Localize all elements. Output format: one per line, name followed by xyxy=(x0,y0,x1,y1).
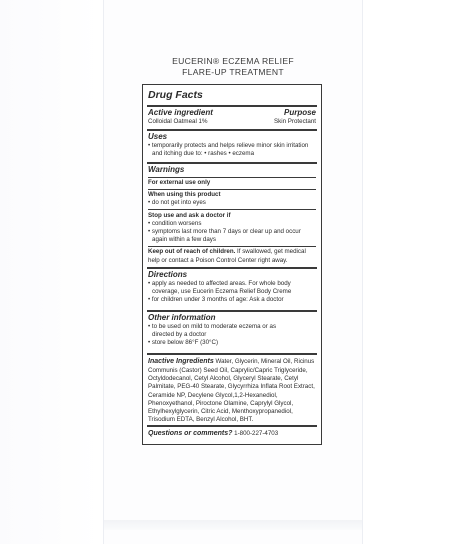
keep-out-rest-1: If swallowed, get medical xyxy=(235,248,306,256)
divider xyxy=(147,310,317,312)
keep-out-text xyxy=(148,248,316,256)
brand-line-1: EUCERIN® ECZEMA RELIEF xyxy=(172,56,294,66)
carton-fold xyxy=(104,520,362,530)
inactive-line-7: Ethylhexylglycerin, Citric Acid, Menthoxypropanediol, xyxy=(148,408,293,416)
directions-section xyxy=(148,270,316,305)
other-info-item-2: • store below 86°F (30°C) xyxy=(148,339,219,347)
divider xyxy=(147,105,317,107)
divider xyxy=(147,162,317,164)
inactive-line-6: Phenoxyethanol, Piroctone Olamine, Caprylyl Glycol, xyxy=(148,399,294,407)
directions-item-1: • apply as needed to affected areas. For whole body xyxy=(148,280,291,287)
uses-section xyxy=(148,132,316,158)
drug-facts-panel xyxy=(142,84,322,445)
directions-heading: Directions xyxy=(148,270,188,279)
brand-header xyxy=(104,56,362,78)
purpose-value: Skin Protectant xyxy=(274,118,316,125)
active-ingredient-value: Colloidal Oatmeal 1% xyxy=(148,118,208,125)
stop-use-heading: Stop use and ask a doctor if xyxy=(148,211,231,219)
divider xyxy=(147,129,317,131)
active-ingredient-section xyxy=(148,108,316,126)
inactive-line-4: Palmitate, PEG-40 Stearate, Glycyrrhiza Inflata Root Extract, xyxy=(148,383,315,391)
divider xyxy=(147,267,317,269)
keep-out-bold: Keep out of reach of children. xyxy=(148,248,236,256)
warnings-section xyxy=(148,165,316,265)
when-using-item: • do not get into eyes xyxy=(148,199,206,207)
divider xyxy=(147,425,317,427)
active-ingredient-heading: Active ingredient xyxy=(148,108,213,117)
inactive-line-3: Octyldodecanol, Cetyl Alcohol, Glyceryl Stearate, Cetyl xyxy=(148,375,299,383)
uses-text-1: • temporarily protects and helps relieve minor skin irritation xyxy=(148,142,309,149)
other-info-section xyxy=(148,313,316,348)
directions-item-1-cont: coverage, use Eucerin Eczema Relief Body Creme xyxy=(152,288,292,296)
uses-heading: Uses xyxy=(148,132,168,141)
inactive-line-1: Water, Glycerin, Mineral Oil, Ricinus xyxy=(213,358,315,365)
questions-heading: Questions or comments? xyxy=(148,430,233,437)
keep-out-rest-2: help or contact a Poison Control Center right away. xyxy=(148,256,288,264)
background xyxy=(0,0,100,544)
other-info-item-1-cont: directed by a doctor xyxy=(152,331,207,339)
when-using-heading: When using this product xyxy=(148,191,221,199)
questions-phone: 1-800-227-4703 xyxy=(232,430,279,437)
warnings-heading: Warnings xyxy=(148,165,185,174)
inactive-ingredients-section xyxy=(148,357,316,424)
stop-use-item-2: • symptoms last more than 7 days or clear up and occur xyxy=(148,228,301,236)
directions-item-2: • for children under 3 months of age: Ask a doctor xyxy=(148,296,284,304)
purpose-heading: Purpose xyxy=(283,108,316,117)
inactive-line-2: Communis (Castor) Seed Oil, Caprylic/Capric Triglyceride, xyxy=(148,367,308,374)
other-info-item-1: • to be used on mild to moderate eczema or as xyxy=(148,323,277,330)
inactive-ingredients-heading: Inactive Ingredients xyxy=(148,358,214,365)
inactive-line-8: Trisodium EDTA, Benzyl Alcohol, BHT. xyxy=(148,416,254,424)
inactive-line-5: Ceramide NP, Decylene Glycol,1,2-Hexanediol, xyxy=(148,391,278,399)
drug-facts-title: Drug Facts xyxy=(148,89,203,101)
uses-text-2: and itching due to: • rashes • eczema xyxy=(152,150,255,158)
other-info-heading: Other information xyxy=(148,313,216,322)
external-use-text: For external use only xyxy=(148,179,211,186)
brand-line-2: FLARE-UP TREATMENT xyxy=(182,67,284,77)
stop-use-item-1: • condition worsens xyxy=(148,219,202,227)
stop-use-item-2-cont: again within a few days xyxy=(152,236,216,244)
divider xyxy=(147,353,317,355)
questions-section xyxy=(148,429,316,439)
